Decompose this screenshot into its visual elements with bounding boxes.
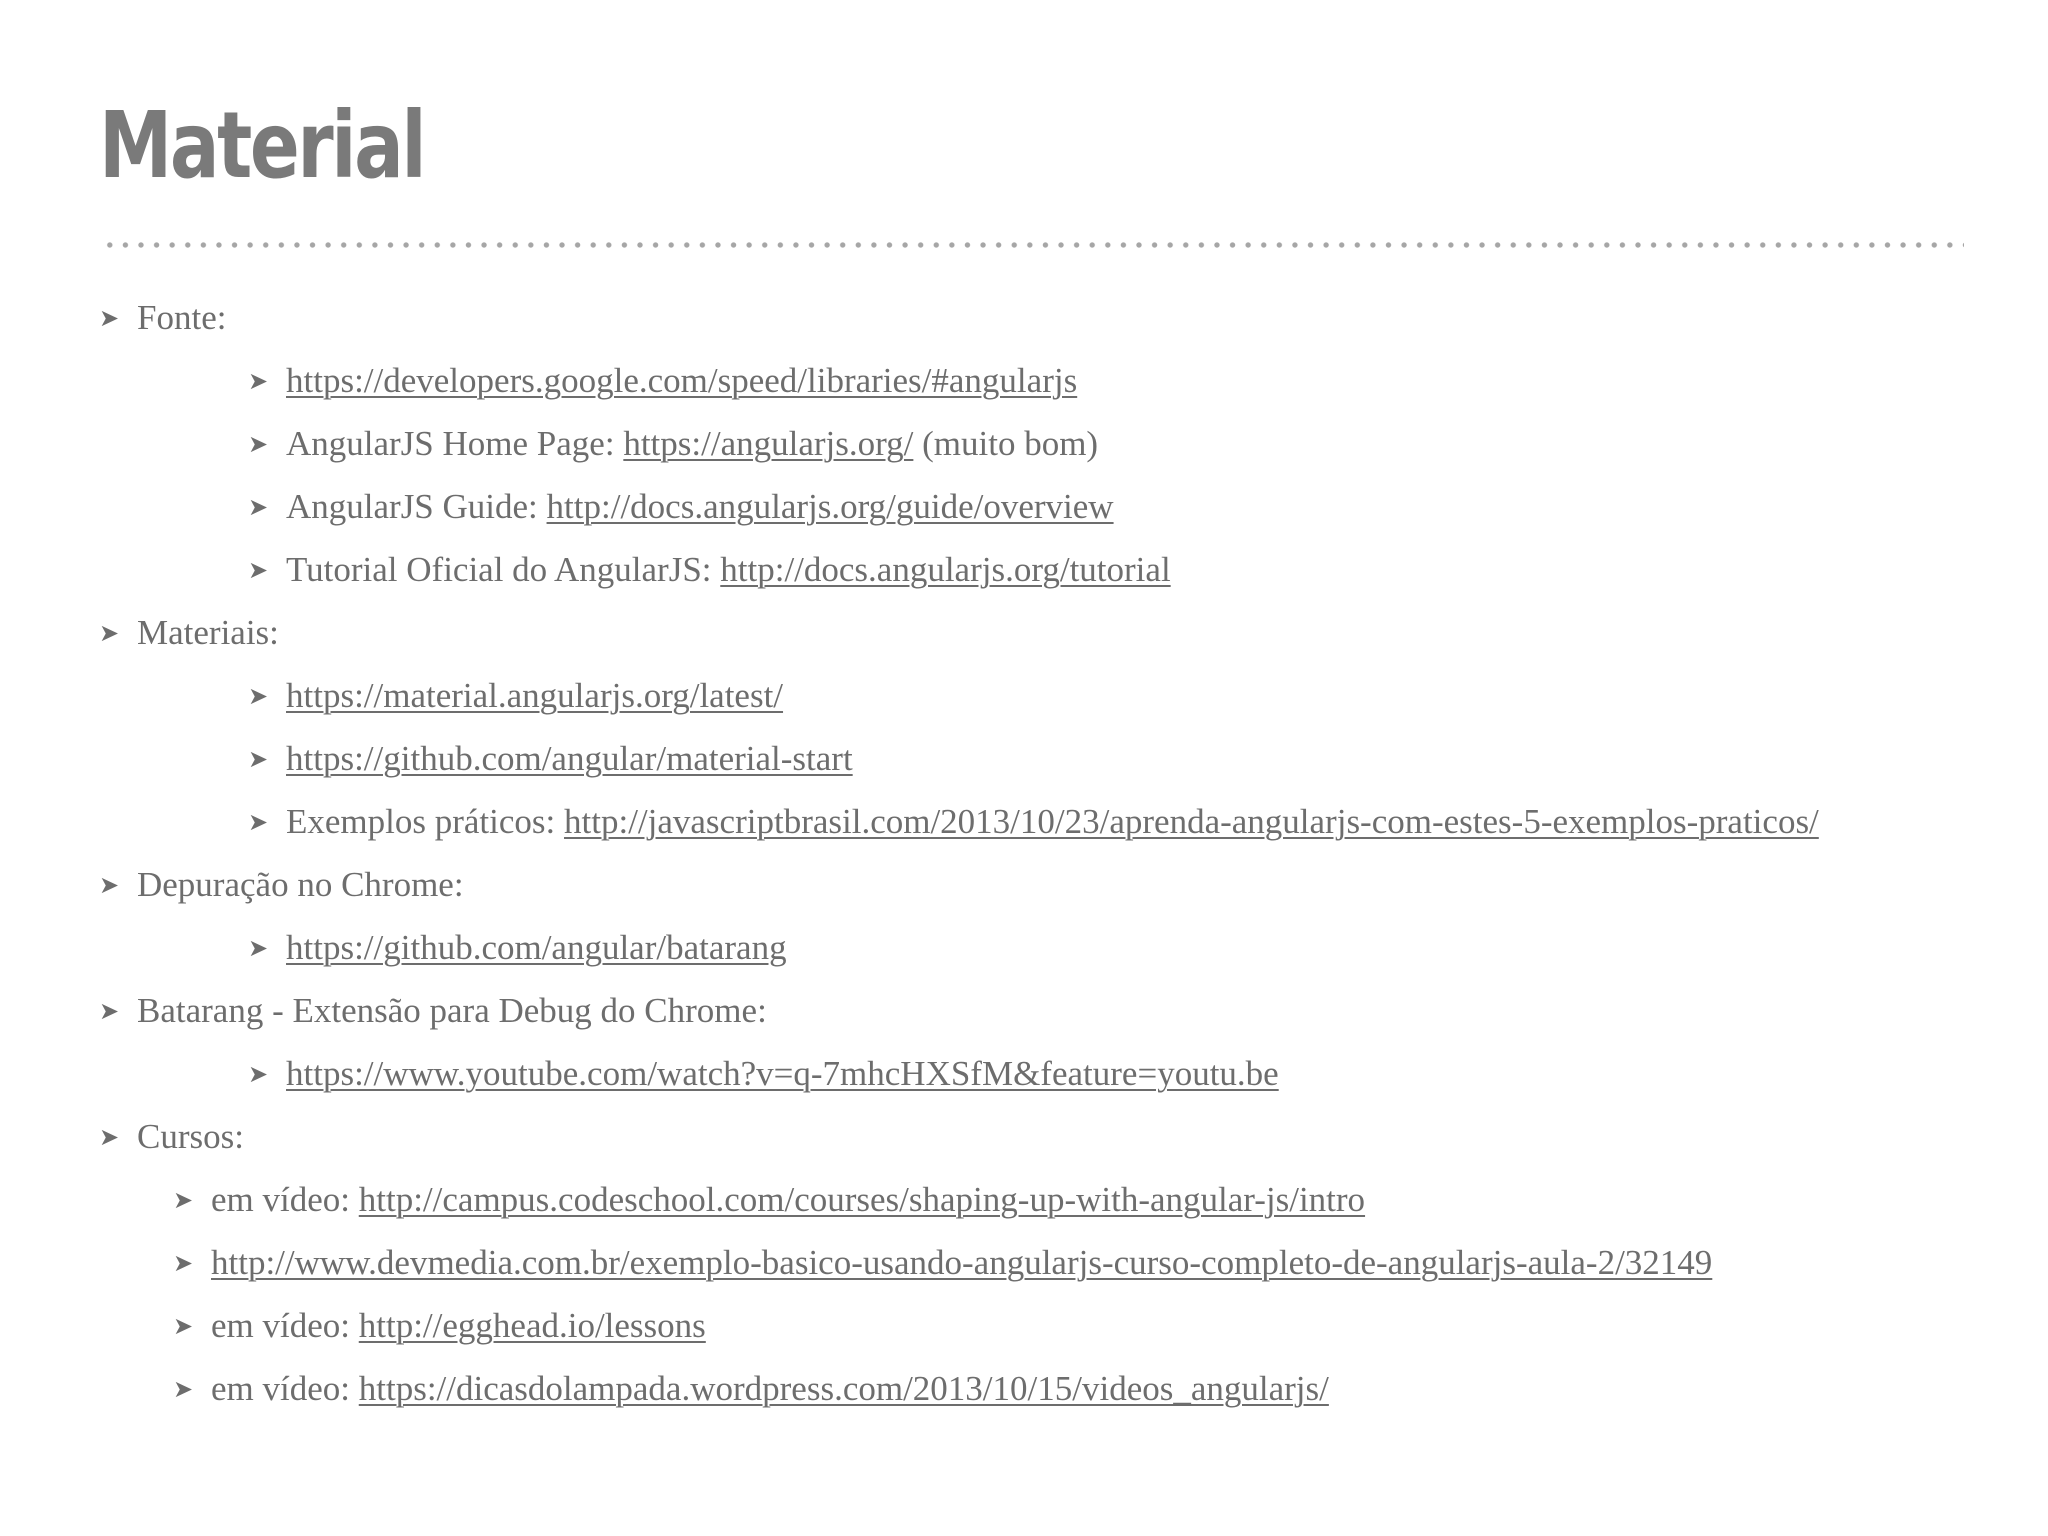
list-item xyxy=(248,487,1114,527)
item-link[interactable]: https://angularjs.org/ xyxy=(623,424,914,463)
item-link[interactable]: http://docs.angularjs.org/guide/overview xyxy=(546,487,1114,526)
item-text: em vídeo: xyxy=(211,1306,359,1345)
arrow-bullet-icon: ➤ xyxy=(173,1312,194,1340)
item-link[interactable]: https://material.angularjs.org/latest/ xyxy=(286,676,784,715)
list-item xyxy=(248,739,853,779)
list-item xyxy=(99,991,767,1031)
arrow-bullet-icon: ➤ xyxy=(248,808,269,836)
item-link[interactable]: https://www.youtube.com/watch?v=q-7mhcHXSfM&feature=youtu.be xyxy=(286,1054,1279,1093)
item-text: Cursos: xyxy=(137,1117,244,1156)
item-link[interactable]: http://campus.codeschool.com/courses/shaping-up-with-angular-js/intro xyxy=(358,1180,1366,1219)
arrow-bullet-icon: ➤ xyxy=(248,556,269,584)
arrow-bullet-icon: ➤ xyxy=(173,1249,194,1277)
arrow-bullet-icon: ➤ xyxy=(248,745,269,773)
list-item xyxy=(248,361,1078,401)
item-link[interactable]: https://developers.google.com/speed/libraries/#angularjs xyxy=(286,361,1078,400)
item-link[interactable]: http://egghead.io/lessons xyxy=(358,1306,706,1345)
dotted-divider xyxy=(102,242,1964,248)
arrow-bullet-icon: ➤ xyxy=(248,493,269,521)
item-text: Materiais: xyxy=(137,613,279,652)
item-suffix: (muito bom) xyxy=(913,424,1099,463)
list-item xyxy=(173,1243,1713,1283)
list-item xyxy=(173,1306,706,1346)
item-link[interactable]: http://docs.angularjs.org/tutorial xyxy=(720,550,1171,589)
item-link[interactable]: http://www.devmedia.com.br/exemplo-basico-usando-angularjs-curso-completo-de-angularjs-aula-2/32149 xyxy=(211,1243,1713,1282)
list-item xyxy=(99,298,227,338)
arrow-bullet-icon: ➤ xyxy=(248,430,269,458)
list-item xyxy=(173,1180,1366,1220)
item-link[interactable]: http://javascriptbrasil.com/2013/10/23/aprenda-angularjs-com-estes-5-exemplos-praticos/ xyxy=(564,802,1819,841)
item-text: Tutorial Oficial do AngularJS: xyxy=(286,550,721,589)
item-link[interactable]: https://github.com/angular/batarang xyxy=(286,928,787,967)
item-text: Depuração no Chrome: xyxy=(137,865,464,904)
arrow-bullet-icon: ➤ xyxy=(99,871,120,899)
arrow-bullet-icon: ➤ xyxy=(248,367,269,395)
arrow-bullet-icon: ➤ xyxy=(99,619,120,647)
item-text: em vídeo: xyxy=(211,1180,359,1219)
item-text: AngularJS Home Page: xyxy=(286,424,624,463)
arrow-bullet-icon: ➤ xyxy=(173,1375,194,1403)
arrow-bullet-icon: ➤ xyxy=(99,997,120,1025)
list-item xyxy=(248,1054,1279,1094)
list-item xyxy=(99,865,464,905)
arrow-bullet-icon: ➤ xyxy=(99,304,120,332)
list-item xyxy=(173,1369,1329,1409)
item-text: Exemplos práticos: xyxy=(286,802,565,841)
arrow-bullet-icon: ➤ xyxy=(248,682,269,710)
list-item xyxy=(99,613,279,653)
arrow-bullet-icon: ➤ xyxy=(248,934,269,962)
item-link[interactable]: https://dicasdolampada.wordpress.com/2013/10/15/videos_angularjs/ xyxy=(358,1369,1329,1408)
arrow-bullet-icon: ➤ xyxy=(173,1186,194,1214)
item-text: Batarang - Extensão para Debug do Chrome: xyxy=(137,991,767,1030)
list-item xyxy=(248,676,784,716)
arrow-bullet-icon: ➤ xyxy=(99,1123,120,1151)
list-item xyxy=(248,928,787,968)
item-text: em vídeo: xyxy=(211,1369,359,1408)
list-item xyxy=(248,802,1819,842)
item-link[interactable]: https://github.com/angular/material-start xyxy=(286,739,853,778)
item-text: Fonte: xyxy=(137,298,227,337)
slide-title: Material xyxy=(99,92,425,199)
item-text: AngularJS Guide: xyxy=(286,487,547,526)
arrow-bullet-icon: ➤ xyxy=(248,1060,269,1088)
list-item xyxy=(248,424,1099,464)
list-item xyxy=(99,1117,244,1157)
list-item xyxy=(248,550,1171,590)
